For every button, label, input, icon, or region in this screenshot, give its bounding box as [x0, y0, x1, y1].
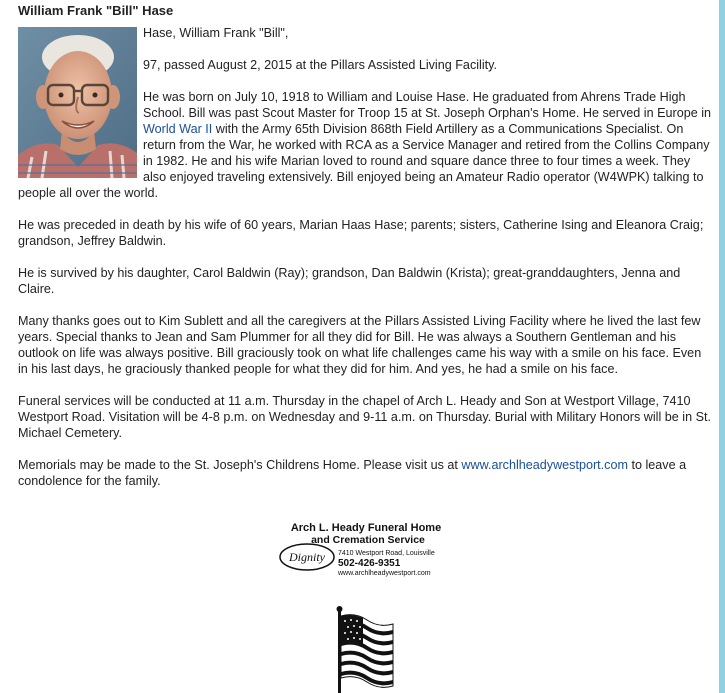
memorials-paragraph	[18, 457, 714, 489]
logo-line2: and Cremation Service	[311, 534, 425, 546]
funeral-paragraph: Funeral services will be conducted at 11 a.m. Thursday in the chapel of Arch L. Heady and Son at Westport Village, 7410 Westport Road. Visitation will be 4-8 p.m. on Wednesday and 9-11 a.m. on Thursday. Burial with Military Honors will be in St. Michael Cemetery.	[18, 394, 711, 440]
memorials-text-start: Memorials may be made to the St. Joseph's Childrens Home. Please visit us at	[18, 458, 462, 472]
bio-text-start: He was born on July 10, 1918 to William and Louise Hase. He graduated from Ahrens Trade High School. Bill was past Scout Master for Troop 15 at St. Joseph Orphan's Home. He served in Europe in	[143, 90, 712, 120]
dignity-badge-text: Dignity	[289, 550, 325, 564]
name-line: Hase, William Frank "Bill",	[143, 26, 289, 40]
american-flag-icon	[334, 606, 394, 693]
portrait-photo	[18, 27, 137, 178]
funeral-home-website-link[interactable]: www.archlheadywestport.com	[461, 458, 628, 472]
preceded-paragraph: He was preceded in death by his wife of 60 years, Marian Haas Hase; parents; sisters, Catherine Ising and Eleanora Craig; grandson, Jeffrey Baldwin.	[18, 218, 704, 248]
bio-text-end: with the Army 65th Division 868th Field Artillery as a Communications Specialist. On return from the War, he worked with RCA as a Service Manager and retired from the Collins Company in 1982. He and his wife Marian loved to round and square dance three to four times a week. They also enjoyed traveling extensively. Bill enjoyed being an Amateur Radio operator (W4WPK) talking to people all over the world.	[18, 122, 710, 200]
funeral-home-logo	[278, 520, 453, 580]
logo-line1: Arch L. Heady Funeral Home	[290, 522, 442, 534]
world-war-ii-link[interactable]: World War II	[143, 122, 213, 136]
survived-paragraph: He is survived by his daughter, Carol Baldwin (Ray); grandson, Dan Baldwin (Krista); great-granddaughters, Jenna and Claire.	[18, 266, 681, 296]
logo-address: 7410 Westport Road, Louisville	[338, 550, 435, 557]
logo-website: www.archlheadywestport.com	[338, 570, 431, 577]
memorials-text-end: to leave a condolence for the family.	[18, 458, 687, 488]
obituary-title: William Frank "Bill" Hase	[18, 3, 174, 18]
thanks-paragraph: Many thanks goes out to Kim Sublett and all the caregivers at the Pillars Assisted Living Facility where he lived the last few years. Special thanks to Jean and Sam Plummer for all they did for Bill. He was always a Southern Gentleman and his outlook on life was always positive. Bill graciously took on what life challenges came his way with a smile on his face. Even in his last days, he graciously thanked people for what they did for him. And yes, he had a smile on his face.	[18, 314, 702, 376]
right-edge-rule	[719, 0, 725, 693]
obituary-article	[18, 3, 714, 505]
age-line: 97, passed August 2, 2015 at the Pillars Assisted Living Facility.	[143, 58, 497, 72]
logo-phone: 502-426-9351	[338, 558, 401, 569]
